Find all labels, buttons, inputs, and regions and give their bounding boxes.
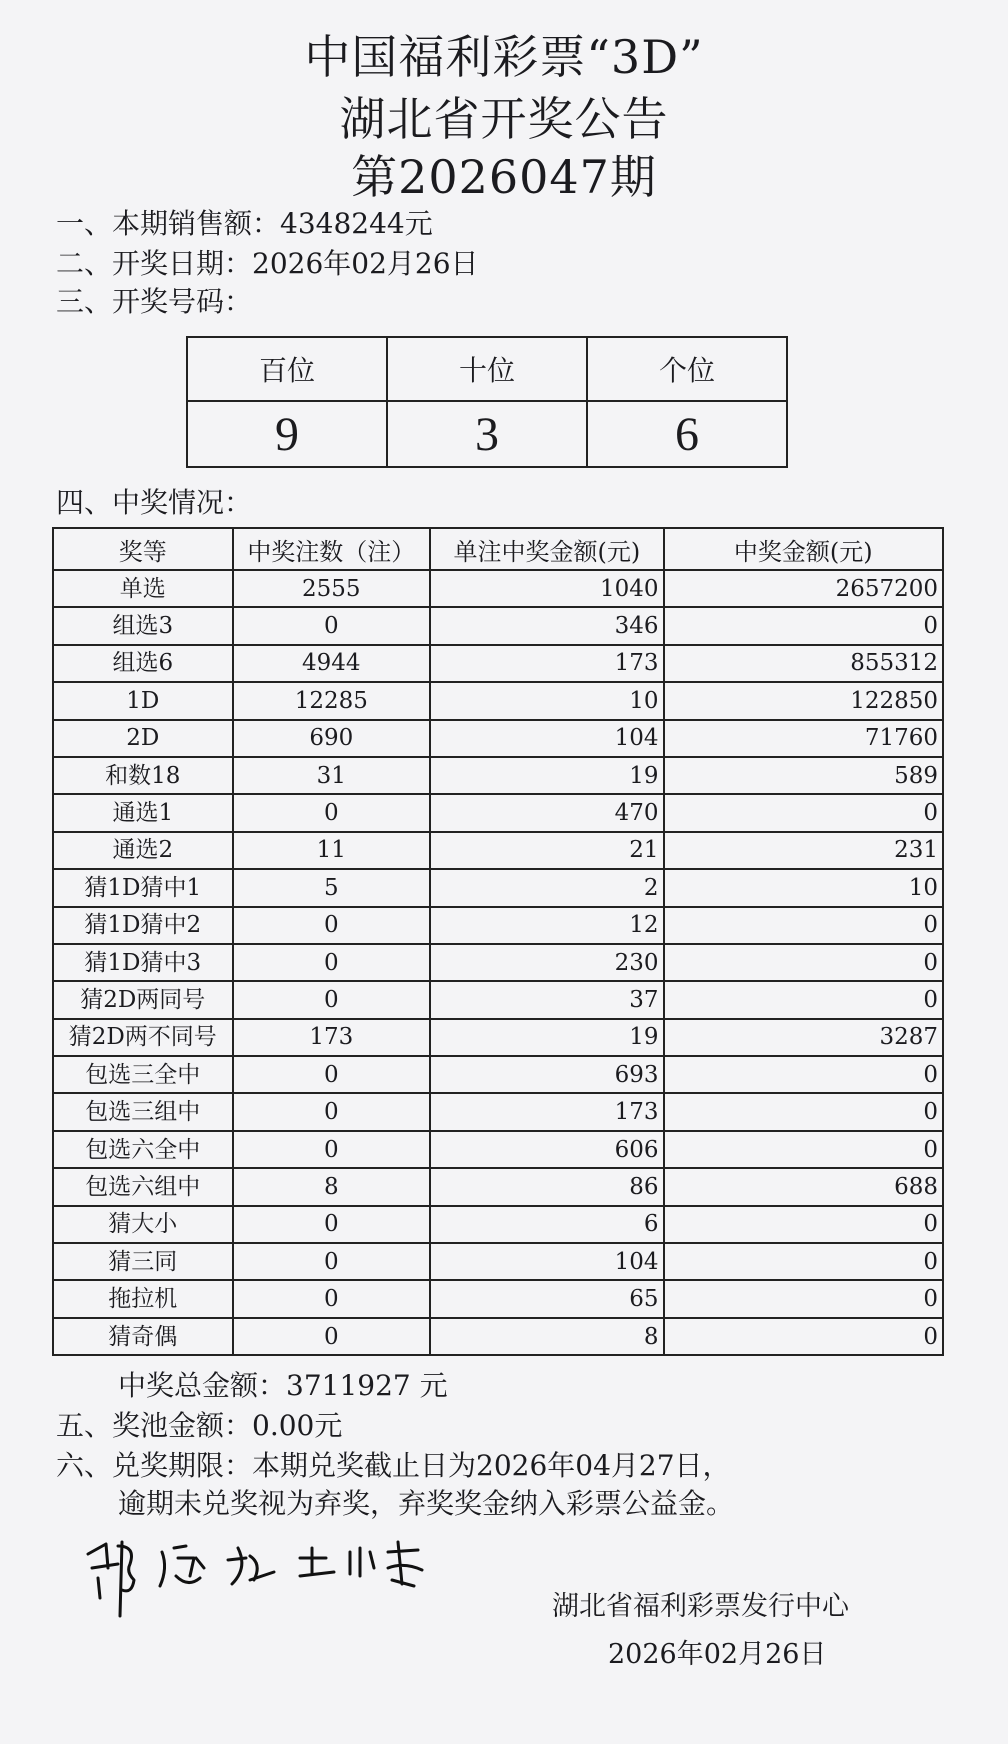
pool-line: [56, 1408, 342, 1444]
total-prize-cell: 0: [664, 1206, 943, 1243]
total-prize-cell: 589: [664, 757, 943, 794]
title-line1: 中国福利彩票“3D”: [304, 30, 704, 84]
pool-value: 0.00元: [252, 1409, 343, 1442]
prize-level-cell: 猜大小: [53, 1206, 233, 1243]
issuer-name: 湖北省福利彩票发行中心: [552, 1591, 849, 1622]
number-hundreds: 9: [187, 401, 387, 467]
draw-number-header-row: [187, 337, 787, 401]
header-hundreds: 百位: [187, 337, 387, 401]
winner-count-cell: 0: [233, 907, 431, 944]
header-total-prize: 中奖金额(元): [664, 528, 943, 570]
table-row: [53, 1243, 943, 1280]
sales-value: 4348244元: [280, 207, 433, 240]
table-row: [53, 1168, 943, 1205]
total-prize-cell: 10: [664, 869, 943, 906]
table-row: [53, 1093, 943, 1130]
draw-date-label: 二、开奖日期：: [56, 247, 253, 280]
unit-prize-cell: 19: [430, 1019, 663, 1056]
total-value: 3711927 元: [286, 1369, 448, 1402]
winner-count-cell: 0: [233, 944, 431, 981]
total-prize-cell: 0: [664, 794, 943, 831]
table-row: [53, 794, 943, 831]
prize-level-cell: 猜三同: [53, 1243, 233, 1280]
winner-count-cell: 0: [233, 981, 431, 1018]
unit-prize-cell: 10: [430, 682, 663, 719]
prize-level-cell: 猜1D猜中2: [53, 907, 233, 944]
total-prize-cell: 688: [664, 1168, 943, 1205]
draw-numbers-label: 三、开奖号码：: [56, 285, 253, 318]
prize-level-cell: 猜2D两不同号: [53, 1019, 233, 1056]
winner-count-cell: 11: [233, 832, 431, 869]
header-tens: 十位: [387, 337, 587, 401]
prize-level-cell: 包选三组中: [53, 1093, 233, 1130]
unit-prize-cell: 173: [430, 645, 663, 682]
winner-count-cell: 173: [233, 1019, 431, 1056]
total-prize-cell: 0: [664, 607, 943, 644]
winner-count-cell: 4944: [233, 645, 431, 682]
unit-prize-cell: 693: [430, 1056, 663, 1093]
total-prize-cell: 231: [664, 832, 943, 869]
unit-prize-cell: 12: [430, 907, 663, 944]
prize-level-cell: 2D: [53, 720, 233, 757]
winner-count-cell: 0: [233, 794, 431, 831]
redeem-label: 六、兑奖期限：: [56, 1449, 253, 1482]
winner-count-cell: 2555: [233, 570, 431, 607]
draw-date-value: 2026年02月26日: [252, 247, 479, 280]
unit-prize-cell: 230: [430, 944, 663, 981]
total-prize-cell: 71760: [664, 720, 943, 757]
prize-level-cell: 1D: [53, 682, 233, 719]
unit-prize-cell: 8: [430, 1318, 663, 1355]
prize-level-cell: 包选六组中: [53, 1168, 233, 1205]
total-prize-cell: 855312: [664, 645, 943, 682]
table-row: [53, 944, 943, 981]
winner-count-cell: 690: [233, 720, 431, 757]
table-row: [53, 1206, 943, 1243]
prize-level-cell: 猜2D两同号: [53, 981, 233, 1018]
table-row: [53, 757, 943, 794]
prize-level-cell: 通选1: [53, 794, 233, 831]
total-prize-cell: 3287: [664, 1019, 943, 1056]
prize-level-cell: 猜奇偶: [53, 1318, 233, 1355]
table-row: [53, 1280, 943, 1317]
prize-header-row: [53, 528, 943, 570]
prize-level-cell: 和数18: [53, 757, 233, 794]
table-row: [53, 607, 943, 644]
winner-count-cell: 0: [233, 1093, 431, 1130]
unit-prize-cell: 6: [430, 1206, 663, 1243]
prize-level-cell: 单选: [53, 570, 233, 607]
unit-prize-cell: 346: [430, 607, 663, 644]
draw-number-table: [186, 336, 788, 468]
header-prize-level: 奖等: [53, 528, 233, 570]
unit-prize-cell: 470: [430, 794, 663, 831]
table-row: [53, 720, 943, 757]
table-row: [53, 645, 943, 682]
table-row: [53, 907, 943, 944]
handwritten-signatures: [78, 1528, 438, 1618]
prize-level-cell: 组选3: [53, 607, 233, 644]
prize-level-cell: 拖拉机: [53, 1280, 233, 1317]
winner-count-cell: 12285: [233, 682, 431, 719]
unit-prize-cell: 104: [430, 1243, 663, 1280]
number-units: 6: [587, 401, 787, 467]
number-tens: 3: [387, 401, 587, 467]
title-line2: 湖北省开奖公告: [339, 92, 669, 146]
header-winner-count: 中奖注数（注）: [233, 528, 431, 570]
draw-number-value-row: [187, 401, 787, 467]
pool-label: 五、奖池金额：: [56, 1409, 253, 1442]
title-line3: 第2026047期: [351, 150, 657, 204]
total-label: 中奖总金额：: [118, 1369, 287, 1402]
total-prize-cell: 0: [664, 1093, 943, 1130]
winner-count-cell: 5: [233, 869, 431, 906]
issue-date: 2026年02月26日: [608, 1639, 827, 1670]
prize-level-cell: 猜1D猜中3: [53, 944, 233, 981]
draw-date-line: [56, 246, 479, 282]
redeem-text1: 本期兑奖截止日为2026年04月27日，: [252, 1449, 731, 1482]
total-line: [118, 1368, 448, 1404]
unit-prize-cell: 606: [430, 1131, 663, 1168]
unit-prize-cell: 1040: [430, 570, 663, 607]
table-row: [53, 832, 943, 869]
redeem-line: [56, 1448, 731, 1484]
unit-prize-cell: 21: [430, 832, 663, 869]
header-unit-prize: 单注中奖金额(元): [430, 528, 663, 570]
sales-line: [56, 206, 433, 242]
unit-prize-cell: 104: [430, 720, 663, 757]
table-row: [53, 1056, 943, 1093]
sales-label: 一、本期销售额：: [56, 207, 281, 240]
total-prize-cell: 0: [664, 981, 943, 1018]
header-units: 个位: [587, 337, 787, 401]
table-row: [53, 570, 943, 607]
unit-prize-cell: 173: [430, 1093, 663, 1130]
prize-level-cell: 包选三全中: [53, 1056, 233, 1093]
winner-count-cell: 0: [233, 607, 431, 644]
total-prize-cell: 0: [664, 1280, 943, 1317]
unit-prize-cell: 2: [430, 869, 663, 906]
total-prize-cell: 2657200: [664, 570, 943, 607]
table-row: [53, 1318, 943, 1355]
prize-level-cell: 组选6: [53, 645, 233, 682]
table-row: [53, 1019, 943, 1056]
prizes-label: 四、中奖情况：: [56, 486, 253, 519]
table-row: [53, 682, 943, 719]
total-prize-cell: 0: [664, 944, 943, 981]
redeem-line2: 逾期未兑奖视为弃奖，弃奖奖金纳入彩票公益金。: [118, 1487, 735, 1520]
prize-level-cell: 通选2: [53, 832, 233, 869]
total-prize-cell: 0: [664, 1243, 943, 1280]
total-prize-cell: 0: [664, 907, 943, 944]
table-row: [53, 869, 943, 906]
winner-count-cell: 0: [233, 1243, 431, 1280]
prize-level-cell: 猜1D猜中1: [53, 869, 233, 906]
total-prize-cell: 0: [664, 1131, 943, 1168]
winner-count-cell: 0: [233, 1318, 431, 1355]
total-prize-cell: 0: [664, 1318, 943, 1355]
unit-prize-cell: 86: [430, 1168, 663, 1205]
winner-count-cell: 31: [233, 757, 431, 794]
winner-count-cell: 0: [233, 1280, 431, 1317]
total-prize-cell: 122850: [664, 682, 943, 719]
table-row: [53, 981, 943, 1018]
prize-level-cell: 包选六全中: [53, 1131, 233, 1168]
unit-prize-cell: 19: [430, 757, 663, 794]
winner-count-cell: 8: [233, 1168, 431, 1205]
winner-count-cell: 0: [233, 1131, 431, 1168]
winner-count-cell: 0: [233, 1206, 431, 1243]
winner-count-cell: 0: [233, 1056, 431, 1093]
total-prize-cell: 0: [664, 1056, 943, 1093]
unit-prize-cell: 65: [430, 1280, 663, 1317]
unit-prize-cell: 37: [430, 981, 663, 1018]
prize-table: [52, 527, 944, 1356]
table-row: [53, 1131, 943, 1168]
